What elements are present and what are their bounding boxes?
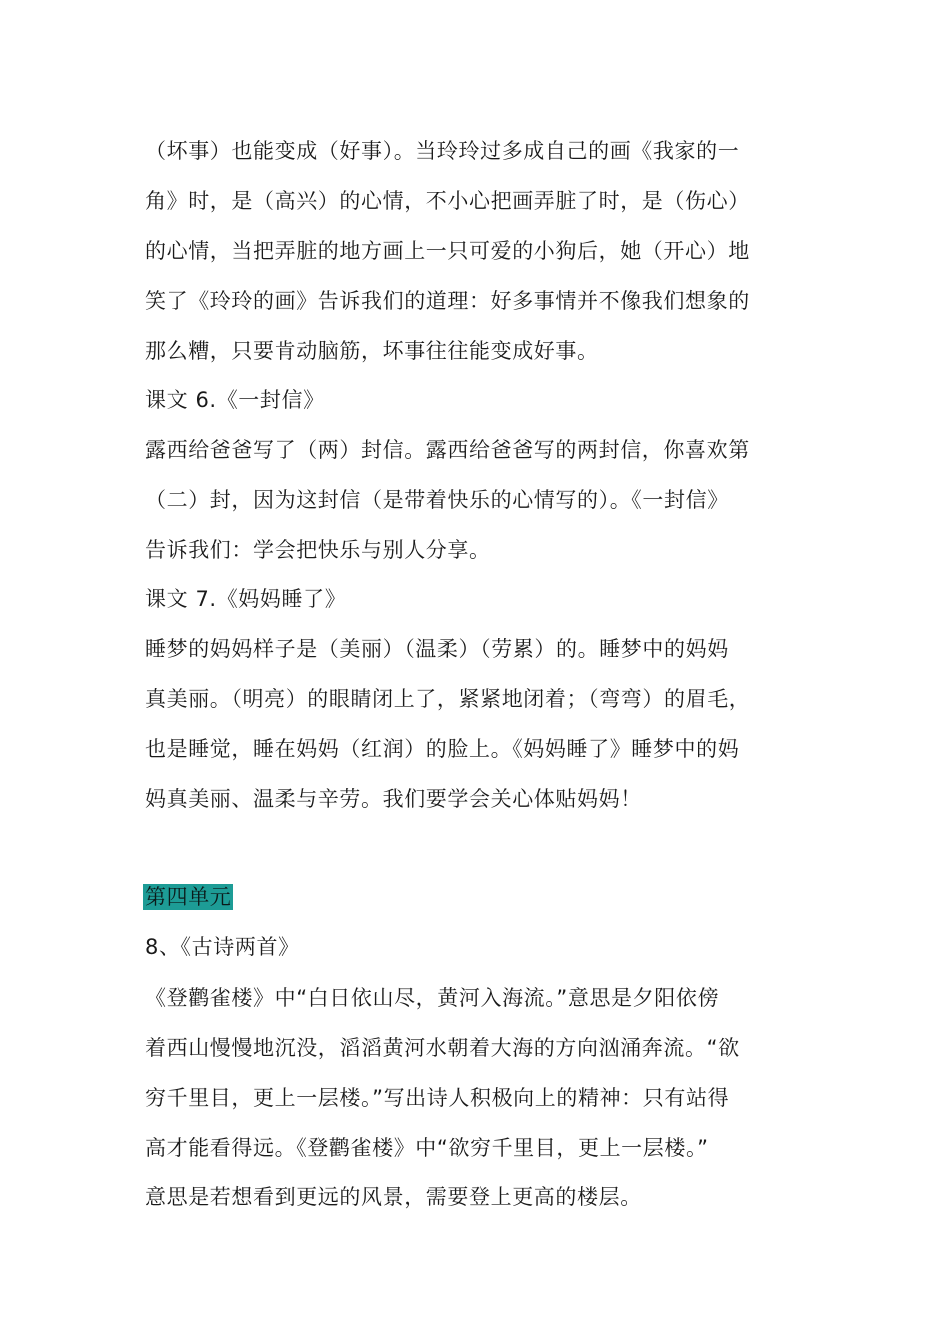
text-line: （坏事）也能变成（好事）。当玲玲过多成自己的画《我家的一 (145, 139, 740, 163)
lesson-heading: 课文 6.《一封信》 (145, 388, 325, 412)
text-line: 妈真美丽、温柔与辛劳。我们要学会关心体贴妈妈！ (145, 787, 642, 811)
text-line: 睡梦的妈妈样子是（美丽）（温柔）（劳累）的。睡梦中的妈妈 (145, 637, 729, 661)
text-line: 也是睡觉，睡在妈妈（红润）的脸上。《妈妈睡了》睡梦中的妈 (145, 737, 740, 761)
text-line: 《登鹳雀楼》中“白日依山尽，黄河入海流。”意思是夕阳依傍 (145, 986, 720, 1010)
text-line: 高才能看得远。《登鹳雀楼》中“欲穷千里目，更上一层楼。” (145, 1136, 709, 1160)
text-line: 露西给爸爸写了（两）封信。露西给爸爸写的两封信，你喜欢第 (145, 438, 750, 462)
lesson-heading: 课文 7.《妈妈睡了》 (145, 587, 347, 611)
lesson-heading: 8、《古诗两首》 (145, 935, 300, 959)
text-line: 穷千里目，更上一层楼。”写出诗人积极向上的精神：只有站得 (145, 1086, 730, 1110)
text-line: 真美丽。（明亮）的眼睛闭上了，紧紧地闭着；（弯弯）的眉毛， (145, 687, 751, 711)
text-line: 着西山慢慢地沉没，滔滔黄河水朝着大海的方向汹涌奔流。“欲 (145, 1036, 740, 1060)
unit-heading-highlight: 第四单元 (145, 885, 232, 909)
text-line: 的心情，当把弄脏的地方画上一只可爱的小狗后，她（开心）地 (145, 239, 750, 263)
unit-heading (143, 882, 233, 912)
text-line: 笑了《玲玲的画》告诉我们的道理：好多事情并不像我们想象的 (145, 289, 750, 313)
text-line: 告诉我们：学会把快乐与别人分享。 (145, 538, 491, 562)
text-line: 角》时，是（高兴）的心情，不小心把画弄脏了时，是（伤心） (145, 189, 750, 213)
text-line: （二）封，因为这封信（是带着快乐的心情写的）。《一封信》 (145, 488, 729, 512)
text-line: 那么糟，只要肯动脑筋，坏事往往能变成好事。 (145, 339, 599, 363)
text-line: 意思是若想看到更远的风景，需要登上更高的楼层。 (145, 1185, 642, 1209)
